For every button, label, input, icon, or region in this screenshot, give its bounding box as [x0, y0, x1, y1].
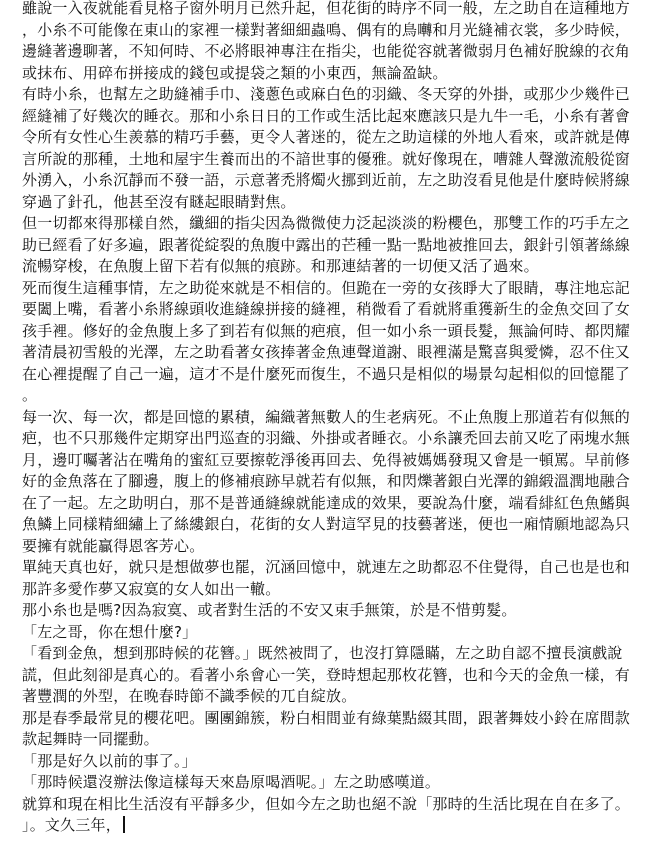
paragraph-9-text: 就算和現在相比生活沒有平靜多少，但如今左之助也絕不說「那時的生活比現在自在多了。」。文久三年，	[22, 794, 623, 834]
paragraph-4: 死而復生這種事情，左之助從來就是不相信的。但跪在一旁的女孩睜大了眼睛，專注地忘記要闔上嘴，看著小糸將線頭收進縫線拼接的縫裡，稍微看了看就將重獲新生的金魚交回了女孩手裡。修好的金魚腹上多了到若有似無的疤痕，但一如小糸一頭長髮，無論何時、都閃耀著清晨初雪般的光澤，左之助看著女孩捧著金魚連聲道謝、眼裡滿是驚喜與愛憐，忍不住又在心裡提醒了自己一遍，這才不是什麼死而復生，不過只是相似的場景勾起相似的回憶罷了。	[22, 278, 631, 404]
text-cursor	[123, 816, 125, 833]
paragraph-1: 雖說一入夜就能看見格子窗外明月已然升起，但花街的時序不同一般，左之助自在這種地方，小糸不可能像在東山的家裡一樣對著細細蟲鳴、偶有的鳥囀和月光縫補衣裳，多少時候，邊縫著邊聊著，不知何時、不必將眼神專注在指尖，也能從容就著微弱月色補好脫線的衣角或抹布、用碎布拼接成的錢包或提袋之類的小東西，無論盈缺。	[22, 0, 631, 82]
dialogue-line-3: 「那是好久以前的事了。」	[22, 751, 197, 770]
paragraph-6: 單純天真也好，就只是想做夢也罷，沉涵回憶中，就連左之助都忍不住覺得，自己也是也和那許多愛作夢又寂寞的女人如出一轍。	[22, 558, 631, 598]
paragraph-8: 那是春季最常見的櫻花吧。團團錦簇，粉白相間並有綠葉點綴其間，跟著舞妓小鈴在席間款款起舞時一同擺動。	[22, 708, 631, 748]
document-body	[22, 0, 630, 837]
paragraph-3: 但一切都來得那樣自然，纖細的指尖因為微微使力泛起淡淡的粉櫻色，那雙工作的巧手左之助已經看了好多遍，跟著從綻裂的魚腹中露出的芒種一點一點地被推回去，銀針引領著絲線流暢穿梭，在魚腹上留下若有似無的痕跡。和那連結著的一切便又活了過來。	[22, 214, 631, 275]
paragraph-9[interactable]	[22, 794, 630, 837]
dialogue-line-4: 「那時候還沒辦法像這樣每天來島原喝酒呢。」左之助感嘆道。	[22, 773, 441, 791]
dialogue-line-1: 「左之哥，你在想什麼?」	[22, 622, 198, 641]
paragraph-7: 那小糸也是嗎?因為寂寞、或者對生活的不安又束手無策，於是不惜剪髮。	[22, 601, 517, 619]
paragraph-2: 有時小糸，也幫左之助縫補手巾、淺蔥色或麻白色的羽織、冬天穿的外掛，或那少少幾件已經縫補了好幾次的睡衣。那和小糸日日的工作或生活比起來應該只是九牛一毛，小糸有著會令所有女性心生羨慕的精巧手藝，更令人著迷的，從左之助這樣的外地人看來，或許就是傳言所說的那種，土地和屋宇生養而出的不諳世事的優雅。就好像現在，嘈雜人聲激流般從窗外湧入，小糸沉靜而不發一語，示意著禿將燭火挪到近前，左之助沒看見他是什麼時候將線穿過了針孔，他甚至沒有瞇起眼睛對焦。	[22, 85, 631, 211]
dialogue-line-2: 「看到金魚，想到那時候的花簪。」既然被問了，也沒打算隱瞞，左之助自認不擅長演戲說謊，但此刻卻是真心的。看著小糸會心一笑，登時想起那枚花簪，也和今天的金魚一樣，有著豐潤的外型，在晚春時節不識季候的兀自綻放。	[22, 644, 631, 705]
paragraph-5: 每一次、每一次，都是回憶的累積，編織著無數人的生老病死。不止魚腹上那道若有似無的疤，也不只那幾件定期穿出門巡查的羽織、外掛或者睡衣。小糸讓禿回去前又吃了兩塊水無月，邊叮囑著沾在嘴角的蜜紅豆要擦乾淨後再回去、免得被媽媽發現又會是一頓罵。早前修好的金魚落在了腳邊，腹上的修補痕跡早就若有似無，和閃爍著銀白光澤的錦緞溫潤地融合在了一起。左之助明白，那不是普通縫線就能達成的效果，要說為什麼，端看緋紅色魚鰭與魚鱗上同樣精細繡上了絲縷銀白，花街的女人對這罕見的技藝著迷，便也一廂情願地認為只要擁有就能贏得恩客芳心。	[22, 407, 631, 555]
